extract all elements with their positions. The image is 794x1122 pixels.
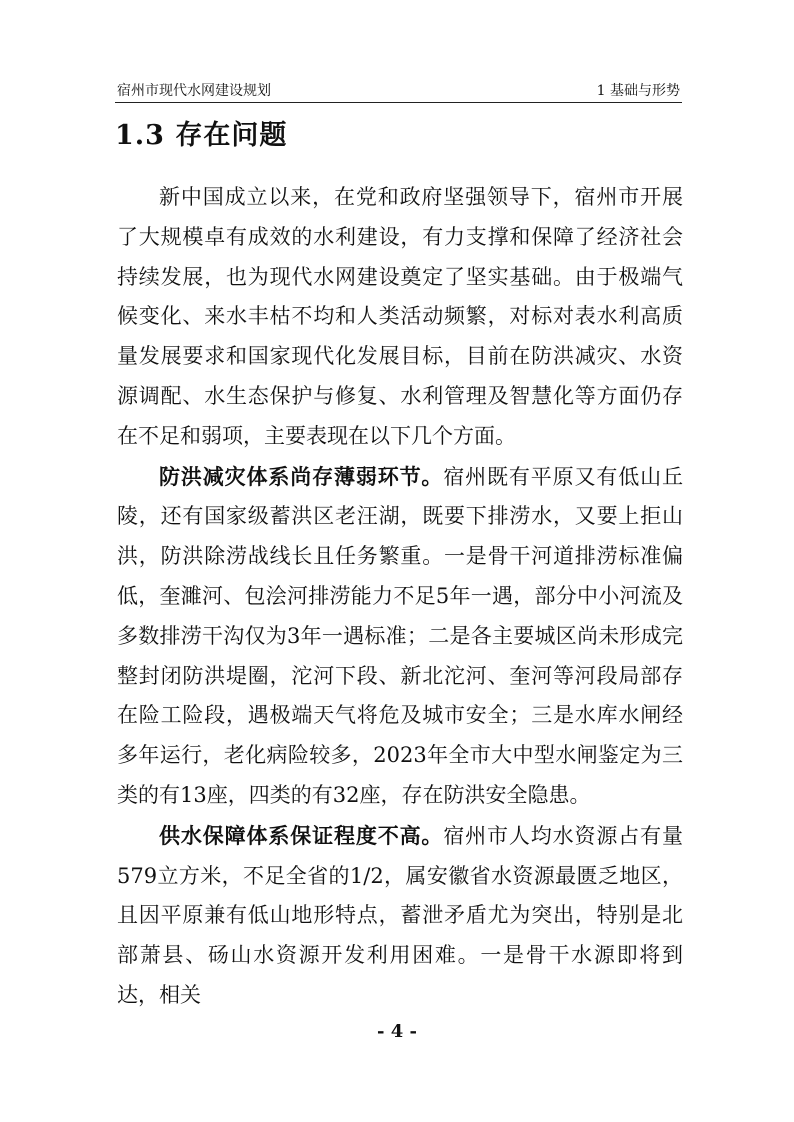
- header-chapter-title: 1 基础与形势: [596, 83, 680, 99]
- paragraph-lead: 防洪减灾体系尚存薄弱环节。: [159, 463, 444, 489]
- paragraph-text: 宿州既有平原又有低山丘陵，还有国家级蓄洪区老汪湖，既要下排涝水，又要上拒山洪，防洪除涝战线长且任务繁重。一是骨干河道排涝标准偏低，奎濉河、包浍河排涝能力不足5年一遇，部分中小河流及多数排涝干沟仅为3年一遇标准；二是各主要城区尚未形成完整封闭防洪堤圈，沱河下段、新北沱河、奎河等河段局部存在险工险段，遇极端天气将危及城市安全；三是水库水闸经多年运行，老化病险较多，2023年全市大中型水闸鉴定为三类的有13座，四类的有32座，存在防洪安全隐患。: [117, 464, 684, 807]
- body-text: [117, 178, 683, 1016]
- paragraph-flood-control: [117, 457, 683, 816]
- header-document-title: 宿州市现代水网建设规划: [117, 83, 271, 99]
- running-header: [115, 82, 682, 103]
- section-title: 1.3 存在问题: [115, 120, 288, 151]
- paragraph-water-supply: [117, 816, 683, 1016]
- page-number: - 4 -: [377, 1021, 417, 1042]
- paragraph-lead: 供水保障体系保证程度不高。: [159, 822, 444, 848]
- paragraph-text: 新中国成立以来，在党和政府坚强领导下，宿州市开展了大规模卓有成效的水利建设，有力支撑和保障了经济社会持续发展，也为现代水网建设奠定了坚实基础。由于极端气候变化、来水丰枯不均和人类活动频繁，对标对表水利高质量发展要求和国家现代化发展目标，目前在防洪减灾、水资源调配、水生态保护与修复、水利管理及智慧化等方面仍存在不足和弱项，主要表现在以下几个方面。: [117, 185, 683, 448]
- paragraph-text: 宿州市人均水资源占有量579立方米，不足全省的1/2，属安徽省水资源最匮乏地区，且因平原兼有低山地形特点，蓄泄矛盾尤为突出，特别是北部萧县、砀山水资源开发利用困难。一是骨干水源即将到达，相关: [117, 823, 684, 1007]
- paragraph-intro: [117, 178, 683, 457]
